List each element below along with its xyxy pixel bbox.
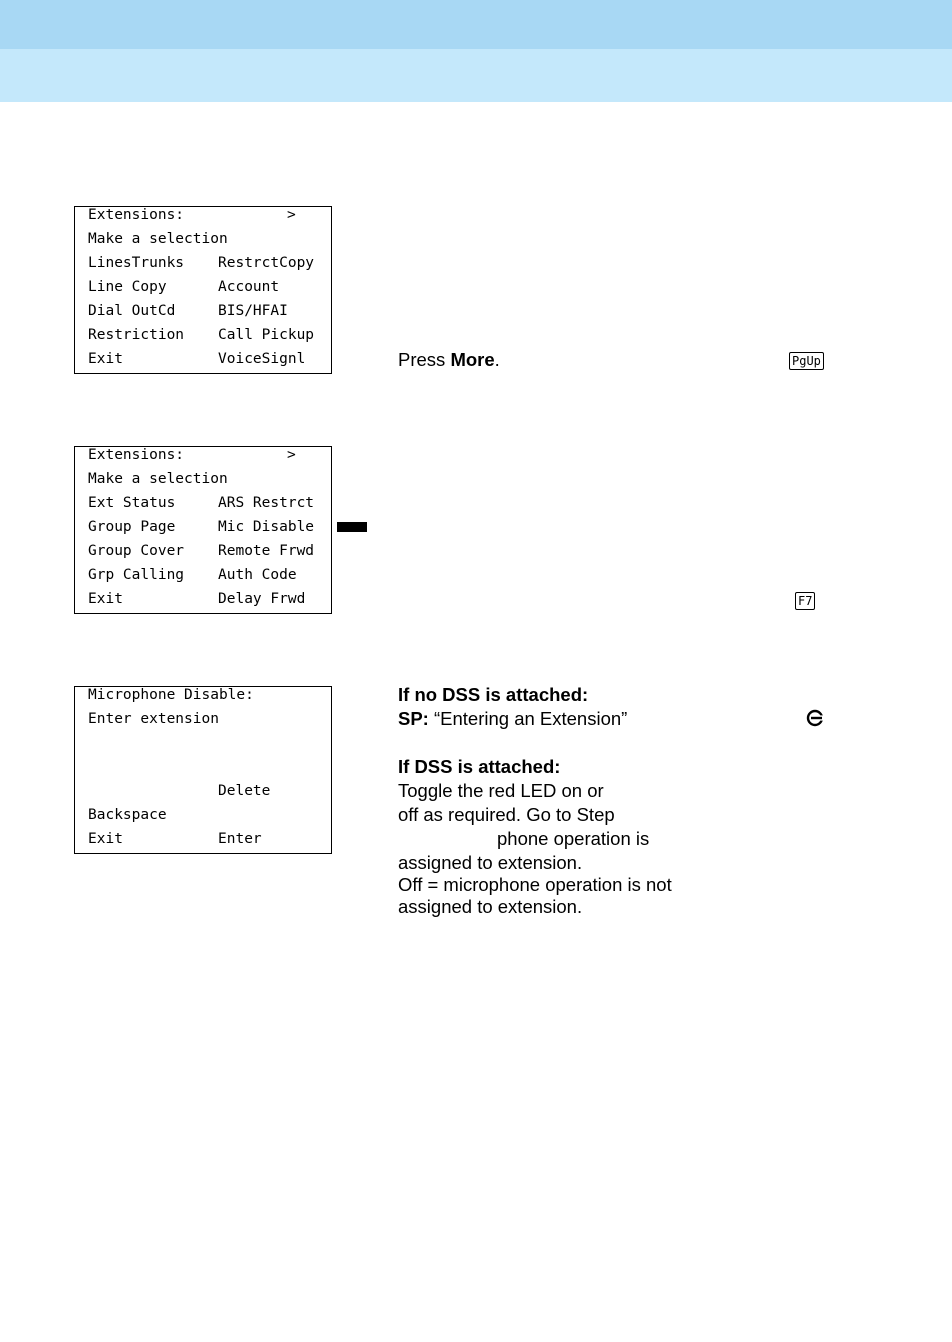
menu-option: Ext Status	[88, 495, 176, 511]
menu-option: Call Pickup	[218, 327, 315, 343]
screen-title: Extensions:	[88, 207, 185, 223]
dss-instruction-line: off as required. Go to Step	[398, 804, 615, 825]
dss-instruction-line: assigned to extension.	[398, 896, 583, 917]
menu-option: Remote Frwd	[218, 543, 315, 559]
menu-option: Group Page	[88, 519, 176, 535]
menu-option-enter: Enter	[218, 831, 262, 847]
menu-option: RestrctCopy	[218, 255, 315, 271]
menu-option: Restriction	[88, 327, 185, 343]
screen-subtitle: Enter extension	[88, 711, 219, 727]
no-dss-heading: If no DSS is attached:	[398, 684, 589, 705]
dss-instruction-line: Off = microphone operation is not	[398, 874, 672, 895]
menu-option: Auth Code	[218, 567, 297, 583]
more-arrow: >	[287, 447, 296, 463]
console-screen-microphone-disable	[74, 686, 332, 854]
f7-key: F7	[795, 592, 815, 610]
dss-instruction-line: Toggle the red LED on or	[398, 780, 604, 801]
more-label: More	[450, 349, 495, 370]
console-screen-extensions-1	[74, 206, 332, 374]
menu-option: Line Copy	[88, 279, 167, 295]
header-band-top	[0, 0, 952, 49]
dss-heading: If DSS is attached:	[398, 756, 561, 777]
menu-option-delete: Delete	[218, 783, 271, 799]
menu-option-mic-disable: Mic Disable	[218, 519, 315, 535]
menu-option-exit: Exit	[88, 831, 123, 847]
menu-option: Delay Frwd	[218, 591, 306, 607]
menu-option: Grp Calling	[88, 567, 185, 583]
selection-pointer	[337, 522, 367, 532]
sp-reference: SP: “Entering an Extension”	[398, 708, 628, 729]
continue-icon	[806, 709, 824, 727]
screen-title: Extensions:	[88, 447, 185, 463]
menu-option: Exit	[88, 351, 123, 367]
menu-option: LinesTrunks	[88, 255, 185, 271]
screen-subtitle: Make a selection	[88, 231, 228, 247]
dss-instruction-line: phone operation is	[497, 828, 650, 849]
screen-title: Microphone Disable:	[88, 687, 254, 703]
menu-option: ARS Restrct	[218, 495, 315, 511]
menu-option: Dial OutCd	[88, 303, 176, 319]
console-screen-extensions-2	[74, 446, 332, 614]
menu-option-backspace: Backspace	[88, 807, 167, 823]
screen-subtitle: Make a selection	[88, 471, 228, 487]
header-band-bottom	[0, 49, 952, 102]
menu-option: BIS/HFAI	[218, 303, 288, 319]
menu-option: Exit	[88, 591, 123, 607]
menu-option: Account	[218, 279, 280, 295]
dss-instruction-line: assigned to extension.	[398, 852, 583, 873]
more-arrow: >	[287, 207, 296, 223]
pgup-key: PgUp	[789, 352, 824, 370]
menu-option: Group Cover	[88, 543, 185, 559]
menu-option: VoiceSignl	[218, 351, 306, 367]
press-more-instruction: Press More.	[398, 349, 500, 370]
